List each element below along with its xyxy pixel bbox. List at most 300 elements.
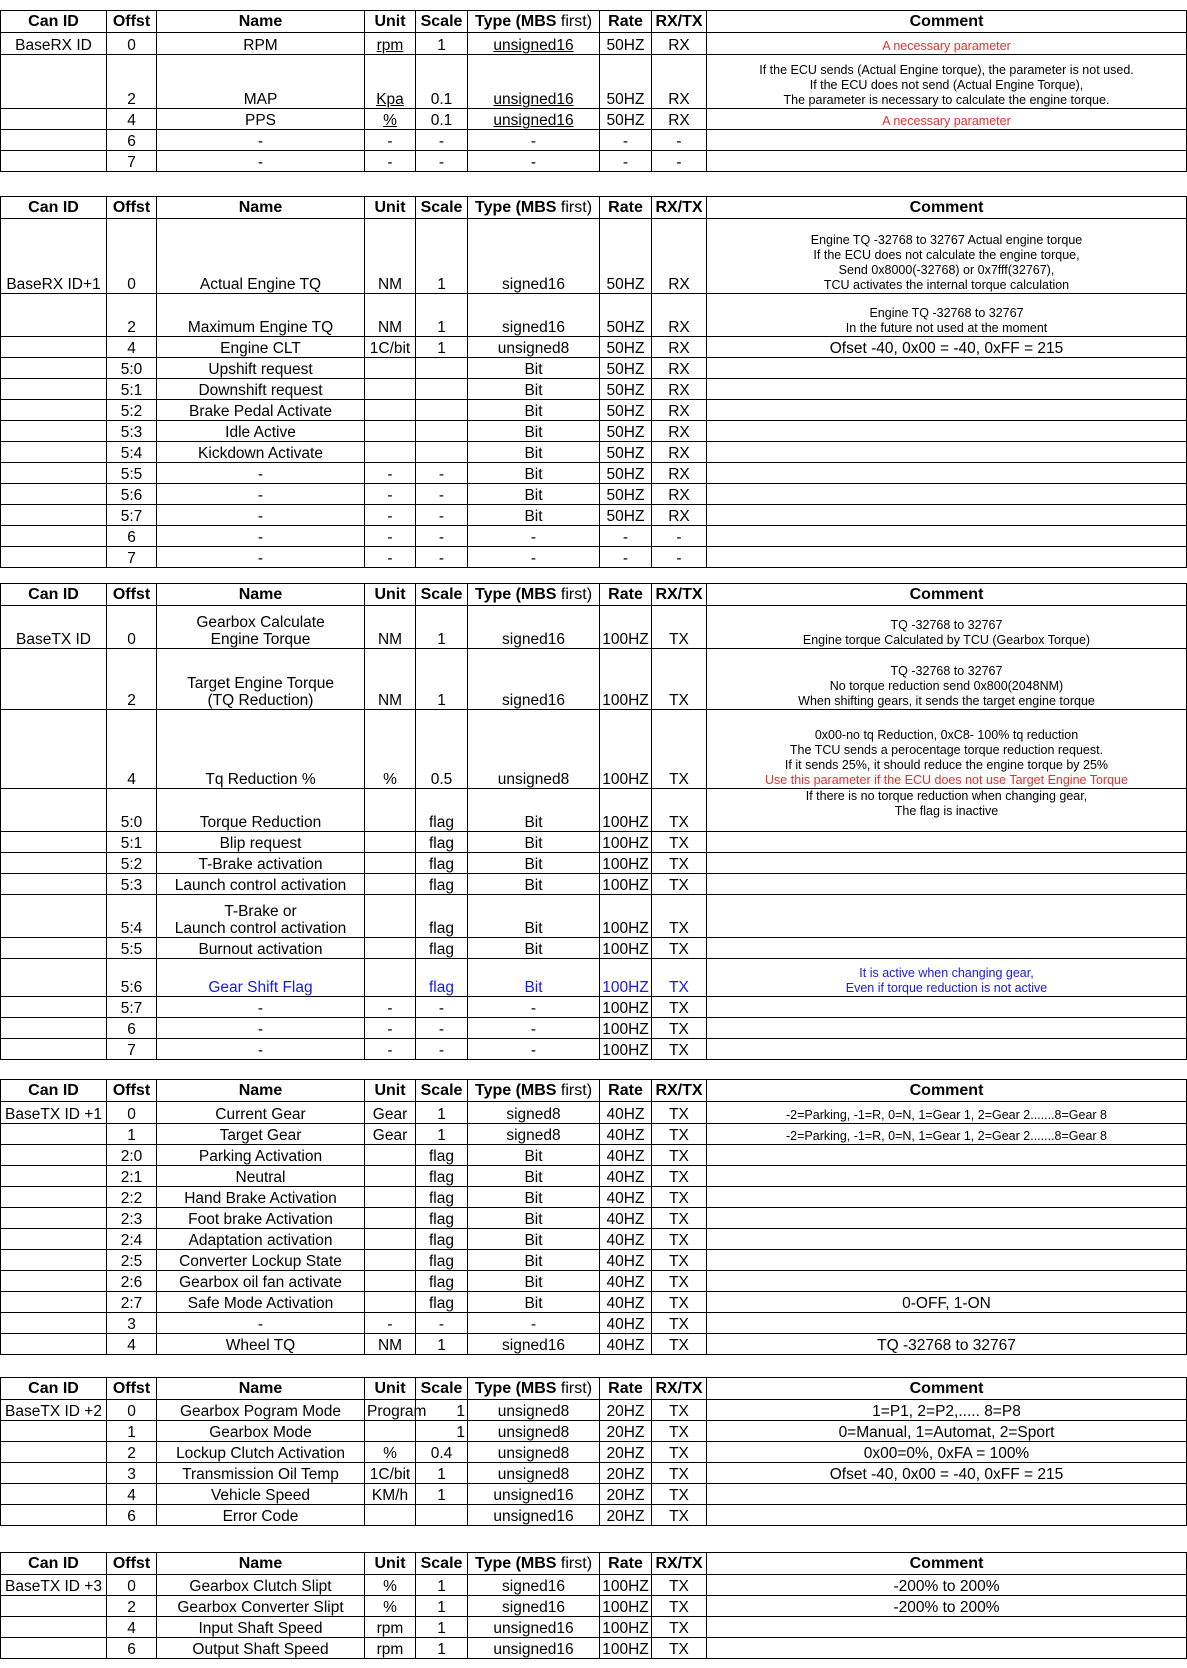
cell-name [157, 505, 365, 526]
table-row [1, 1208, 1187, 1229]
rate-value: 40HZ [606, 1169, 645, 1186]
cell-scale [416, 1145, 468, 1166]
cell-rate [600, 1102, 652, 1124]
scale-value: 1 [456, 1424, 465, 1441]
can-table-4 [0, 1079, 1187, 1355]
cell-scale [416, 400, 468, 421]
cell-unit [365, 294, 416, 337]
scale-value: flag [429, 814, 454, 831]
type-value: Bit [524, 1274, 543, 1291]
cell-comment [707, 219, 1187, 294]
scale-value: 1 [437, 276, 446, 293]
comment-line: The parameter is necessary to calculate the engine torque. [783, 93, 1110, 107]
cell-comment [707, 938, 1187, 959]
cell-off [107, 789, 157, 832]
header-rxtx-label: RX/TX [655, 586, 703, 603]
rate-value: 40HZ [606, 1190, 645, 1207]
rxtx-value: TX [669, 941, 689, 958]
header-can-id [1, 1080, 107, 1102]
rate-value: 20HZ [606, 1466, 645, 1483]
type-value: unsigned8 [497, 1466, 570, 1483]
unit-value: Gear [372, 1106, 408, 1123]
rate-value: 20HZ [606, 1508, 645, 1525]
rate-value: 50HZ [606, 445, 645, 462]
cell-rxtx [652, 1250, 707, 1271]
cell-name [157, 484, 365, 505]
cell-unit [365, 1638, 416, 1659]
rxtx-value: RX [668, 403, 690, 420]
cell-id [1, 1313, 107, 1334]
type-value: unsigned8 [497, 1403, 570, 1420]
off-value: 4 [127, 1487, 136, 1504]
cell-comment [707, 1018, 1187, 1039]
cell-scale [416, 789, 468, 832]
cell-scale [416, 959, 468, 997]
cell-name [157, 421, 365, 442]
type-value: - [530, 133, 537, 150]
header-unit [365, 1378, 416, 1400]
cell-unit [365, 1442, 416, 1463]
rate-value: 50HZ [606, 340, 645, 357]
name-value: Maximum Engine TQ [187, 319, 334, 336]
rate-value: 100HZ [602, 771, 649, 788]
rxtx-value: TX [669, 631, 689, 648]
cell-name [157, 895, 365, 938]
cell-rate [600, 710, 652, 789]
rxtx-value: TX [669, 1190, 689, 1207]
name-line: Engine Torque [210, 631, 311, 648]
unit-value: Program [367, 1403, 427, 1420]
name-value: Gearbox oil fan activate [179, 1274, 342, 1291]
type-value: signed8 [506, 1106, 561, 1123]
header-rxtx [652, 1080, 707, 1102]
rxtx-value: TX [669, 1232, 689, 1249]
cell-name [157, 1484, 365, 1505]
cell-id [1, 151, 107, 172]
rate-value: 50HZ [606, 112, 645, 129]
cell-scale [416, 130, 468, 151]
cell-id [1, 358, 107, 379]
unit-value: rpm [376, 1641, 404, 1658]
cell-rxtx [652, 1166, 707, 1187]
rate-value: 100HZ [602, 877, 649, 894]
table-row [1, 1575, 1187, 1596]
cell-type [468, 1102, 600, 1124]
cell-scale [416, 1039, 468, 1060]
type-value: signed16 [502, 692, 565, 709]
cell-name [157, 379, 365, 400]
cell-type [468, 1313, 600, 1334]
header-scale [416, 197, 468, 219]
cell-id [1, 606, 107, 649]
scale-value: 0.5 [430, 771, 453, 788]
cell-comment [707, 1575, 1187, 1596]
scale-value: flag [429, 1211, 454, 1228]
header-unit-label: Unit [374, 586, 406, 603]
type-value: unsigned16 [493, 1487, 574, 1504]
unit-value: - [387, 1021, 393, 1038]
cell-id [1, 1505, 107, 1526]
off-value: 2 [127, 692, 136, 709]
unit-value: KM/h [371, 1487, 409, 1504]
cell-unit [365, 1166, 416, 1187]
header-scale-label: Scale [420, 1555, 463, 1572]
cell-id [1, 895, 107, 938]
header-offset [107, 1553, 157, 1575]
cell-name [157, 55, 365, 109]
rate-value: 100HZ [602, 1599, 649, 1616]
cell-rate [600, 421, 652, 442]
cell-id [1, 710, 107, 789]
cell-comment [707, 1145, 1187, 1166]
cell-name [157, 959, 365, 997]
comment-line: If the ECU does not send (Actual Engine Torque), [809, 78, 1084, 92]
type-value: unsigned8 [497, 340, 570, 357]
cell-name [157, 1596, 365, 1617]
cell-scale [416, 649, 468, 710]
cell-unit [365, 55, 416, 109]
scale-value: 1 [437, 1466, 446, 1483]
cell-off [107, 1292, 157, 1313]
table-row [1, 1018, 1187, 1039]
off-value: 7 [127, 154, 136, 171]
table-header-row [1, 11, 1187, 33]
cell-scale [416, 1166, 468, 1187]
cell-rate [600, 463, 652, 484]
header-name-label: Name [238, 1380, 283, 1397]
table-header-row [1, 197, 1187, 219]
cell-id [1, 1271, 107, 1292]
off-value: 4 [127, 340, 136, 357]
type-value: Bit [524, 466, 543, 483]
cell-name [157, 1400, 365, 1421]
name-value: Gearbox Clutch Slipt [189, 1578, 332, 1595]
id-value: BaseTX ID [16, 631, 91, 648]
name-value: Wheel TQ [225, 1337, 296, 1354]
cell-rxtx [652, 1617, 707, 1638]
rate-value: 50HZ [606, 508, 645, 525]
rate-value: 50HZ [606, 487, 645, 504]
cell-off [107, 358, 157, 379]
cell-unit [365, 1018, 416, 1039]
cell-rate [600, 442, 652, 463]
cell-type [468, 505, 600, 526]
cell-unit [365, 1505, 416, 1526]
cell-comment [707, 1334, 1187, 1355]
unit-value: NM [377, 319, 403, 336]
type-value: signed16 [502, 1337, 565, 1354]
comment-line: TQ -32768 to 32767 [890, 618, 1003, 632]
cell-type [468, 1575, 600, 1596]
comment-line: If the ECU sends (Actual Engine torque), the parameter is not used. [759, 63, 1134, 77]
unit-value: - [387, 466, 393, 483]
off-value: 6 [127, 1021, 136, 1038]
cell-rxtx [652, 1596, 707, 1617]
cell-rate [600, 1617, 652, 1638]
cell-rxtx [652, 1292, 707, 1313]
comment-line: Engine TQ -32768 to 32767 [869, 306, 1024, 320]
name-value: Target Gear [219, 1127, 302, 1144]
table-row [1, 606, 1187, 649]
table-row [1, 109, 1187, 130]
comment-line: 1=P1, 2=P2,..... 8=P8 [872, 1403, 1021, 1420]
cell-scale [416, 151, 468, 172]
cell-comment [707, 1229, 1187, 1250]
rxtx-value: TX [669, 814, 689, 831]
type-value: - [530, 1021, 537, 1038]
cell-type [468, 1229, 600, 1250]
scale-value: flag [429, 979, 454, 996]
rxtx-value: TX [669, 979, 689, 996]
cell-unit [365, 337, 416, 358]
can-table-3 [0, 583, 1187, 1060]
type-value: Bit [524, 1295, 543, 1312]
header-comment-label: Comment [909, 1082, 984, 1099]
cell-name [157, 151, 365, 172]
cell-rxtx [652, 1442, 707, 1463]
cell-comment [707, 1596, 1187, 1617]
cell-unit [365, 1575, 416, 1596]
header-unit-label: Unit [374, 13, 406, 30]
cell-type [468, 358, 600, 379]
off-value: 5:5 [120, 941, 143, 958]
type-value: Bit [524, 1190, 543, 1207]
rate-value: 40HZ [606, 1148, 645, 1165]
cell-rate [600, 1292, 652, 1313]
unit-value: NM [377, 1337, 403, 1354]
off-value: 2:7 [120, 1295, 143, 1312]
cell-rate [600, 379, 652, 400]
header-name-label: Name [238, 1082, 283, 1099]
rxtx-value: TX [669, 1487, 689, 1504]
name-value: Brake Pedal Activate [188, 403, 333, 420]
table-row [1, 526, 1187, 547]
off-value: 5:5 [120, 466, 143, 483]
cell-comment [707, 526, 1187, 547]
cell-name [157, 1124, 365, 1145]
cell-scale [416, 379, 468, 400]
cell-unit [365, 895, 416, 938]
cell-rate [600, 1187, 652, 1208]
rate-value: 100HZ [602, 692, 649, 709]
header-offset [107, 584, 157, 606]
header-rxtx-label: RX/TX [655, 1555, 703, 1572]
rxtx-value: RX [668, 445, 690, 462]
rxtx-value: RX [668, 276, 690, 293]
cell-off [107, 1208, 157, 1229]
rate-value: 40HZ [606, 1316, 645, 1333]
cell-unit [365, 1400, 427, 1421]
cell-off [107, 853, 157, 874]
unit-value: - [387, 1042, 393, 1059]
cell-type [468, 526, 600, 547]
cell-type [468, 1166, 600, 1187]
cell-id [1, 959, 107, 997]
cell-scale [416, 710, 468, 789]
cell-name [157, 1145, 365, 1166]
scale-value: - [438, 1021, 445, 1038]
cell-id [1, 832, 107, 853]
table-row [1, 442, 1187, 463]
type-value: Bit [524, 835, 543, 852]
rate-value: 50HZ [606, 319, 645, 336]
rate-value: 100HZ [602, 941, 649, 958]
header-comment-label: Comment [909, 586, 984, 603]
cell-name [157, 710, 365, 789]
cell-rate [600, 1400, 652, 1421]
cell-unit [365, 853, 416, 874]
name-value: - [257, 1000, 264, 1017]
header-rate-label: Rate [608, 1082, 643, 1099]
name-value: Vehicle Speed [210, 1487, 311, 1504]
comment-line: 0-OFF, 1-ON [902, 1295, 991, 1312]
unit-value: 1C/bit [369, 340, 411, 357]
off-value: 5:1 [120, 835, 143, 852]
cell-rate [600, 358, 652, 379]
rxtx-value: RX [668, 487, 690, 504]
cell-id [1, 1638, 107, 1659]
scale-value: 1 [437, 1127, 446, 1144]
header-rxtx-label: RX/TX [655, 199, 703, 216]
scale-value: 0.1 [430, 91, 453, 108]
off-value: 2:6 [120, 1274, 143, 1291]
name-value: Idle Active [225, 424, 296, 441]
table-row [1, 55, 1187, 109]
cell-name [157, 649, 365, 710]
header-name-label: Name [238, 586, 283, 603]
name-value: Engine CLT [220, 340, 301, 357]
scale-value: flag [429, 856, 454, 873]
cell-name [157, 1421, 365, 1442]
off-value: 2:4 [120, 1232, 143, 1249]
header-offset [107, 197, 157, 219]
off-value: 7 [127, 550, 136, 567]
table-row [1, 1484, 1187, 1505]
unit-value: - [387, 154, 393, 171]
rxtx-value: - [676, 550, 682, 567]
scale-value: 1 [437, 1620, 446, 1637]
rate-value: 50HZ [606, 403, 645, 420]
header-rate [600, 11, 652, 33]
rxtx-value: RX [668, 112, 690, 129]
cell-scale [416, 1250, 468, 1271]
rxtx-value: TX [669, 1274, 689, 1291]
off-value: 4 [127, 112, 136, 129]
cell-name [157, 400, 365, 421]
cell-rxtx [652, 151, 707, 172]
unit-value: NM [377, 692, 403, 709]
rxtx-value: TX [669, 1337, 689, 1354]
cell-scale [416, 1018, 468, 1039]
header-offset-label: Offst [112, 1555, 151, 1572]
cell-comment [707, 606, 1187, 649]
rate-value: - [622, 529, 629, 546]
comment-line: If it sends 25%, it should reduce the engine torque by 25% [784, 758, 1109, 772]
comment-line: -2=Parking, -1=R, 0=N, 1=Gear 1, 2=Gear 2.......8=Gear 8 [785, 1108, 1107, 1122]
header-type-bold: Type (MBS [474, 586, 557, 603]
cell-comment [707, 1313, 1187, 1334]
header-can-id [1, 11, 107, 33]
cell-rate [600, 1124, 652, 1145]
off-value: 5:2 [120, 856, 143, 873]
cell-name [157, 1463, 365, 1484]
header-type-normal: first) [556, 1082, 593, 1099]
cell-off [107, 959, 157, 997]
cell-type [468, 1638, 600, 1659]
cell-comment [707, 130, 1187, 151]
cell-rxtx [652, 130, 707, 151]
cell-off [107, 294, 157, 337]
cell-rate [600, 400, 652, 421]
id-value: BaseTX ID +2 [5, 1403, 102, 1420]
header-comment [707, 11, 1187, 33]
header-rate [600, 584, 652, 606]
cell-rate [600, 1484, 652, 1505]
cell-comment [707, 547, 1187, 568]
rxtx-value: TX [669, 1445, 689, 1462]
name-line: Gearbox Calculate [196, 614, 325, 631]
name-value: Input Shaft Speed [198, 1620, 323, 1637]
header-rate [600, 1080, 652, 1102]
cell-unit [365, 1421, 416, 1442]
type-value: Bit [524, 424, 543, 441]
cell-type [468, 400, 600, 421]
cell-comment [707, 832, 1187, 853]
type-value: Bit [524, 856, 543, 873]
cell-rate [600, 1313, 652, 1334]
cell-off [107, 606, 157, 649]
off-value: 3 [127, 1466, 136, 1483]
cell-type [468, 442, 600, 463]
table-row [1, 33, 1187, 55]
header-rate-label: Rate [608, 13, 643, 30]
cell-name [157, 547, 365, 568]
table-row [1, 1124, 1187, 1145]
rate-value: - [622, 154, 629, 171]
cell-name [157, 1292, 365, 1313]
unit-value: % [383, 1445, 397, 1462]
cell-off [107, 1617, 157, 1638]
cell-scale [416, 832, 468, 853]
unit-value: - [387, 529, 393, 546]
cell-unit [365, 997, 416, 1018]
header-rxtx [652, 584, 707, 606]
cell-rxtx [652, 1421, 707, 1442]
cell-off [107, 421, 157, 442]
type-value: unsigned16 [493, 91, 574, 108]
cell-id [1, 1596, 107, 1617]
rxtx-value: TX [669, 1316, 689, 1333]
scale-value: 1 [456, 1403, 465, 1420]
cell-name [157, 358, 365, 379]
cell-type [468, 649, 600, 710]
cell-scale [416, 1187, 468, 1208]
rxtx-value: TX [669, 1106, 689, 1123]
cell-id [1, 1463, 107, 1484]
cell-unit [365, 1313, 416, 1334]
rxtx-value: - [676, 154, 682, 171]
cell-off [107, 649, 157, 710]
cell-comment [707, 421, 1187, 442]
rxtx-value: TX [669, 1620, 689, 1637]
table-row [1, 959, 1187, 997]
cell-rxtx [652, 55, 707, 109]
cell-name [157, 294, 365, 337]
cell-scale [416, 337, 468, 358]
cell-off [107, 526, 157, 547]
type-value: unsigned16 [493, 1641, 574, 1658]
name-value: Upshift request [208, 361, 313, 378]
